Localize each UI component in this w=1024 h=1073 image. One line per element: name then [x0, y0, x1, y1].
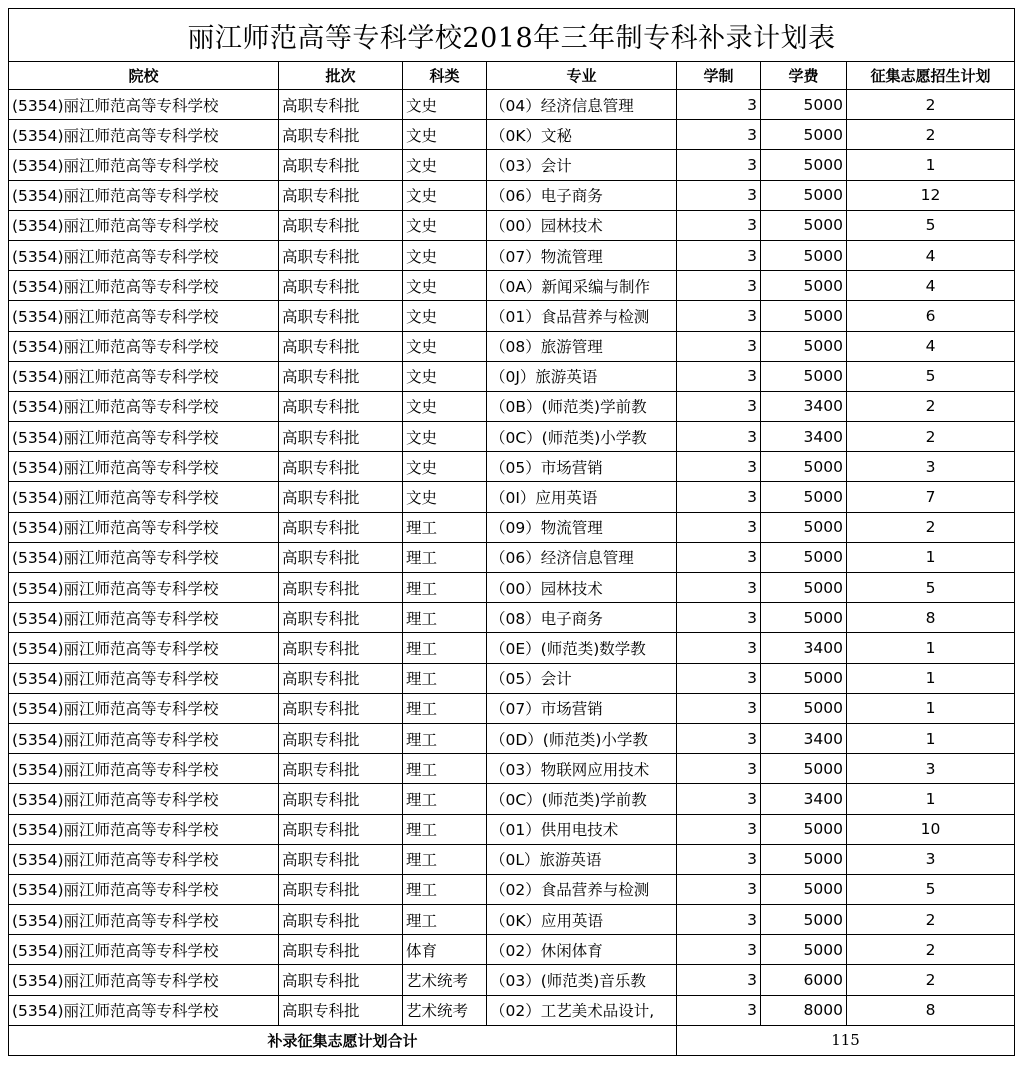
tuition-cell: 5000: [761, 210, 847, 240]
table-row: [9, 452, 1015, 482]
category-cell: 理工: [403, 874, 487, 904]
header-plan: 征集志愿招生计划: [847, 62, 1015, 90]
plan-cell: 1: [847, 633, 1015, 663]
batch-cell: 高职专科批: [279, 784, 403, 814]
category-cell: 文史: [403, 90, 487, 120]
major-cell: （0K）文秘: [487, 120, 677, 150]
category-cell: 文史: [403, 240, 487, 270]
table-row: [9, 240, 1015, 270]
major-cell: （0B）(师范类)学前教: [487, 391, 677, 421]
major-cell: （03）物联网应用技术: [487, 754, 677, 784]
category-cell: 理工: [403, 814, 487, 844]
plan-cell: 1: [847, 693, 1015, 723]
duration-cell: 3: [677, 150, 761, 180]
duration-cell: 3: [677, 874, 761, 904]
batch-cell: 高职专科批: [279, 482, 403, 512]
table-title: 丽江师范高等专科学校2018年三年制专科补录计划表: [9, 9, 1015, 62]
major-cell: （04）经济信息管理: [487, 90, 677, 120]
plan-cell: 3: [847, 754, 1015, 784]
tuition-cell: 3400: [761, 422, 847, 452]
plan-cell: 2: [847, 905, 1015, 935]
major-cell: （00）园林技术: [487, 210, 677, 240]
table-row: [9, 391, 1015, 421]
duration-cell: 3: [677, 814, 761, 844]
major-cell: （06）经济信息管理: [487, 542, 677, 572]
batch-cell: 高职专科批: [279, 542, 403, 572]
plan-cell: 4: [847, 271, 1015, 301]
tuition-cell: 5000: [761, 512, 847, 542]
tuition-cell: 5000: [761, 452, 847, 482]
table-row: [9, 120, 1015, 150]
category-cell: 文史: [403, 120, 487, 150]
school-cell: (5354)丽江师范高等专科学校: [9, 331, 279, 361]
duration-cell: 3: [677, 391, 761, 421]
table-row: [9, 180, 1015, 210]
tuition-cell: 5000: [761, 361, 847, 391]
duration-cell: 3: [677, 240, 761, 270]
batch-cell: 高职专科批: [279, 663, 403, 693]
table-row: [9, 905, 1015, 935]
category-cell: 理工: [403, 693, 487, 723]
duration-cell: 3: [677, 542, 761, 572]
table-row: [9, 422, 1015, 452]
total-row: [9, 1025, 1015, 1055]
table-row: [9, 874, 1015, 904]
tuition-cell: 3400: [761, 633, 847, 663]
major-cell: （0I）应用英语: [487, 482, 677, 512]
duration-cell: 3: [677, 90, 761, 120]
table-row: [9, 633, 1015, 663]
table-row: [9, 844, 1015, 874]
major-cell: （0C）(师范类)学前教: [487, 784, 677, 814]
category-cell: 艺术统考: [403, 995, 487, 1025]
plan-cell: 1: [847, 150, 1015, 180]
school-cell: (5354)丽江师范高等专科学校: [9, 965, 279, 995]
school-cell: (5354)丽江师范高等专科学校: [9, 723, 279, 753]
batch-cell: 高职专科批: [279, 754, 403, 784]
category-cell: 文史: [403, 452, 487, 482]
school-cell: (5354)丽江师范高等专科学校: [9, 784, 279, 814]
plan-cell: 8: [847, 603, 1015, 633]
table-row: [9, 542, 1015, 572]
plan-cell: 6: [847, 301, 1015, 331]
table-row: [9, 331, 1015, 361]
school-cell: (5354)丽江师范高等专科学校: [9, 452, 279, 482]
table-row: [9, 482, 1015, 512]
batch-cell: 高职专科批: [279, 573, 403, 603]
batch-cell: 高职专科批: [279, 301, 403, 331]
duration-cell: 3: [677, 844, 761, 874]
major-cell: （05）市场营销: [487, 452, 677, 482]
major-cell: （0E）(师范类)数学教: [487, 633, 677, 663]
duration-cell: 3: [677, 995, 761, 1025]
table-row: [9, 210, 1015, 240]
major-cell: （0C）(师范类)小学教: [487, 422, 677, 452]
major-cell: （03）会计: [487, 150, 677, 180]
table-row: [9, 361, 1015, 391]
table-row: [9, 814, 1015, 844]
batch-cell: 高职专科批: [279, 422, 403, 452]
category-cell: 理工: [403, 723, 487, 753]
tuition-cell: 5000: [761, 271, 847, 301]
table-row: [9, 754, 1015, 784]
major-cell: （02）工艺美术品设计,: [487, 995, 677, 1025]
duration-cell: 3: [677, 573, 761, 603]
major-cell: （08）旅游管理: [487, 331, 677, 361]
tuition-cell: 5000: [761, 482, 847, 512]
category-cell: 理工: [403, 573, 487, 603]
tuition-cell: 5000: [761, 754, 847, 784]
plan-cell: 10: [847, 814, 1015, 844]
plan-cell: 12: [847, 180, 1015, 210]
duration-cell: 3: [677, 935, 761, 965]
batch-cell: 高职专科批: [279, 633, 403, 663]
enrollment-plan-table: [8, 8, 1015, 1056]
table-row: [9, 935, 1015, 965]
category-cell: 理工: [403, 633, 487, 663]
tuition-cell: 5000: [761, 814, 847, 844]
plan-cell: 2: [847, 90, 1015, 120]
plan-cell: 7: [847, 482, 1015, 512]
school-cell: (5354)丽江师范高等专科学校: [9, 935, 279, 965]
table-row: [9, 573, 1015, 603]
batch-cell: 高职专科批: [279, 935, 403, 965]
plan-cell: 5: [847, 573, 1015, 603]
duration-cell: 3: [677, 905, 761, 935]
tuition-cell: 3400: [761, 723, 847, 753]
plan-cell: 3: [847, 452, 1015, 482]
major-cell: （0D）(师范类)小学教: [487, 723, 677, 753]
table-row: [9, 965, 1015, 995]
plan-cell: 2: [847, 512, 1015, 542]
batch-cell: 高职专科批: [279, 391, 403, 421]
school-cell: (5354)丽江师范高等专科学校: [9, 271, 279, 301]
batch-cell: 高职专科批: [279, 512, 403, 542]
plan-cell: 5: [847, 210, 1015, 240]
header-major: 专业: [487, 62, 677, 90]
table-row: [9, 90, 1015, 120]
major-cell: （07）市场营销: [487, 693, 677, 723]
category-cell: 文史: [403, 331, 487, 361]
tuition-cell: 5000: [761, 180, 847, 210]
duration-cell: 3: [677, 512, 761, 542]
school-cell: (5354)丽江师范高等专科学校: [9, 693, 279, 723]
batch-cell: 高职专科批: [279, 180, 403, 210]
plan-cell: 8: [847, 995, 1015, 1025]
school-cell: (5354)丽江师范高等专科学校: [9, 905, 279, 935]
school-cell: (5354)丽江师范高等专科学校: [9, 150, 279, 180]
major-cell: （08）电子商务: [487, 603, 677, 633]
batch-cell: 高职专科批: [279, 874, 403, 904]
category-cell: 理工: [403, 512, 487, 542]
tuition-cell: 5000: [761, 331, 847, 361]
category-cell: 理工: [403, 663, 487, 693]
plan-cell: 1: [847, 723, 1015, 753]
batch-cell: 高职专科批: [279, 210, 403, 240]
school-cell: (5354)丽江师范高等专科学校: [9, 90, 279, 120]
tuition-cell: 5000: [761, 693, 847, 723]
table-row: [9, 301, 1015, 331]
category-cell: 文史: [403, 210, 487, 240]
plan-cell: 5: [847, 874, 1015, 904]
major-cell: （01）供用电技术: [487, 814, 677, 844]
batch-cell: 高职专科批: [279, 271, 403, 301]
header-row: [9, 62, 1015, 90]
major-cell: （05）会计: [487, 663, 677, 693]
plan-cell: 2: [847, 422, 1015, 452]
duration-cell: 3: [677, 452, 761, 482]
duration-cell: 3: [677, 210, 761, 240]
tuition-cell: 5000: [761, 150, 847, 180]
batch-cell: 高职专科批: [279, 814, 403, 844]
duration-cell: 3: [677, 663, 761, 693]
school-cell: (5354)丽江师范高等专科学校: [9, 874, 279, 904]
duration-cell: 3: [677, 331, 761, 361]
category-cell: 文史: [403, 180, 487, 210]
school-cell: (5354)丽江师范高等专科学校: [9, 512, 279, 542]
batch-cell: 高职专科批: [279, 331, 403, 361]
duration-cell: 3: [677, 180, 761, 210]
header-tuition: 学费: [761, 62, 847, 90]
duration-cell: 3: [677, 482, 761, 512]
batch-cell: 高职专科批: [279, 240, 403, 270]
school-cell: (5354)丽江师范高等专科学校: [9, 754, 279, 784]
table-row: [9, 723, 1015, 753]
school-cell: (5354)丽江师范高等专科学校: [9, 482, 279, 512]
tuition-cell: 5000: [761, 90, 847, 120]
duration-cell: 3: [677, 361, 761, 391]
batch-cell: 高职专科批: [279, 995, 403, 1025]
school-cell: (5354)丽江师范高等专科学校: [9, 814, 279, 844]
batch-cell: 高职专科批: [279, 693, 403, 723]
header-category: 科类: [403, 62, 487, 90]
category-cell: 文史: [403, 361, 487, 391]
school-cell: (5354)丽江师范高等专科学校: [9, 120, 279, 150]
major-cell: （00）园林技术: [487, 573, 677, 603]
plan-cell: 4: [847, 240, 1015, 270]
category-cell: 文史: [403, 422, 487, 452]
tuition-cell: 5000: [761, 301, 847, 331]
table-row: [9, 512, 1015, 542]
category-cell: 文史: [403, 271, 487, 301]
school-cell: (5354)丽江师范高等专科学校: [9, 844, 279, 874]
plan-cell: 1: [847, 784, 1015, 814]
plan-cell: 2: [847, 120, 1015, 150]
total-label: 补录征集志愿计划合计: [9, 1025, 677, 1055]
duration-cell: 3: [677, 784, 761, 814]
major-cell: （07）物流管理: [487, 240, 677, 270]
major-cell: （0K）应用英语: [487, 905, 677, 935]
major-cell: （02）食品营养与检测: [487, 874, 677, 904]
school-cell: (5354)丽江师范高等专科学校: [9, 361, 279, 391]
major-cell: （0J）旅游英语: [487, 361, 677, 391]
tuition-cell: 5000: [761, 663, 847, 693]
major-cell: （0L）旅游英语: [487, 844, 677, 874]
category-cell: 艺术统考: [403, 965, 487, 995]
duration-cell: 3: [677, 754, 761, 784]
plan-cell: 1: [847, 542, 1015, 572]
batch-cell: 高职专科批: [279, 603, 403, 633]
category-cell: 理工: [403, 784, 487, 814]
school-cell: (5354)丽江师范高等专科学校: [9, 542, 279, 572]
table-body: [9, 90, 1015, 1026]
school-cell: (5354)丽江师范高等专科学校: [9, 603, 279, 633]
tuition-cell: 5000: [761, 844, 847, 874]
tuition-cell: 8000: [761, 995, 847, 1025]
plan-cell: 2: [847, 391, 1015, 421]
major-cell: （09）物流管理: [487, 512, 677, 542]
table-row: [9, 150, 1015, 180]
tuition-cell: 5000: [761, 120, 847, 150]
tuition-cell: 3400: [761, 784, 847, 814]
category-cell: 理工: [403, 844, 487, 874]
batch-cell: 高职专科批: [279, 965, 403, 995]
batch-cell: 高职专科批: [279, 150, 403, 180]
tuition-cell: 5000: [761, 573, 847, 603]
duration-cell: 3: [677, 301, 761, 331]
total-value: 115: [677, 1025, 1015, 1055]
table-row: [9, 995, 1015, 1025]
category-cell: 文史: [403, 301, 487, 331]
duration-cell: 3: [677, 603, 761, 633]
duration-cell: 3: [677, 271, 761, 301]
duration-cell: 3: [677, 723, 761, 753]
category-cell: 理工: [403, 905, 487, 935]
tuition-cell: 3400: [761, 391, 847, 421]
school-cell: (5354)丽江师范高等专科学校: [9, 240, 279, 270]
batch-cell: 高职专科批: [279, 452, 403, 482]
plan-sheet: [8, 8, 1014, 1056]
category-cell: 文史: [403, 391, 487, 421]
plan-cell: 5: [847, 361, 1015, 391]
header-school: 院校: [9, 62, 279, 90]
school-cell: (5354)丽江师范高等专科学校: [9, 180, 279, 210]
tuition-cell: 5000: [761, 542, 847, 572]
batch-cell: 高职专科批: [279, 90, 403, 120]
duration-cell: 3: [677, 422, 761, 452]
table-row: [9, 663, 1015, 693]
duration-cell: 3: [677, 633, 761, 663]
school-cell: (5354)丽江师范高等专科学校: [9, 391, 279, 421]
plan-cell: 1: [847, 663, 1015, 693]
school-cell: (5354)丽江师范高等专科学校: [9, 633, 279, 663]
school-cell: (5354)丽江师范高等专科学校: [9, 422, 279, 452]
major-cell: （0A）新闻采编与制作: [487, 271, 677, 301]
school-cell: (5354)丽江师范高等专科学校: [9, 301, 279, 331]
batch-cell: 高职专科批: [279, 905, 403, 935]
batch-cell: 高职专科批: [279, 844, 403, 874]
major-cell: （02）休闲体育: [487, 935, 677, 965]
major-cell: （03）(师范类)音乐教: [487, 965, 677, 995]
category-cell: 理工: [403, 603, 487, 633]
tuition-cell: 5000: [761, 874, 847, 904]
category-cell: 理工: [403, 754, 487, 784]
header-duration: 学制: [677, 62, 761, 90]
tuition-cell: 5000: [761, 240, 847, 270]
duration-cell: 3: [677, 120, 761, 150]
batch-cell: 高职专科批: [279, 120, 403, 150]
plan-cell: 2: [847, 935, 1015, 965]
major-cell: （06）电子商务: [487, 180, 677, 210]
batch-cell: 高职专科批: [279, 361, 403, 391]
category-cell: 理工: [403, 542, 487, 572]
table-row: [9, 784, 1015, 814]
tuition-cell: 6000: [761, 965, 847, 995]
plan-cell: 2: [847, 965, 1015, 995]
duration-cell: 3: [677, 693, 761, 723]
header-batch: 批次: [279, 62, 403, 90]
table-row: [9, 603, 1015, 633]
tuition-cell: 5000: [761, 935, 847, 965]
batch-cell: 高职专科批: [279, 723, 403, 753]
school-cell: (5354)丽江师范高等专科学校: [9, 663, 279, 693]
plan-cell: 4: [847, 331, 1015, 361]
tuition-cell: 5000: [761, 603, 847, 633]
duration-cell: 3: [677, 965, 761, 995]
table-row: [9, 271, 1015, 301]
category-cell: 文史: [403, 482, 487, 512]
school-cell: (5354)丽江师范高等专科学校: [9, 210, 279, 240]
tuition-cell: 5000: [761, 905, 847, 935]
table-row: [9, 693, 1015, 723]
school-cell: (5354)丽江师范高等专科学校: [9, 573, 279, 603]
plan-cell: 3: [847, 844, 1015, 874]
major-cell: （01）食品营养与检测: [487, 301, 677, 331]
school-cell: (5354)丽江师范高等专科学校: [9, 995, 279, 1025]
category-cell: 体育: [403, 935, 487, 965]
category-cell: 文史: [403, 150, 487, 180]
